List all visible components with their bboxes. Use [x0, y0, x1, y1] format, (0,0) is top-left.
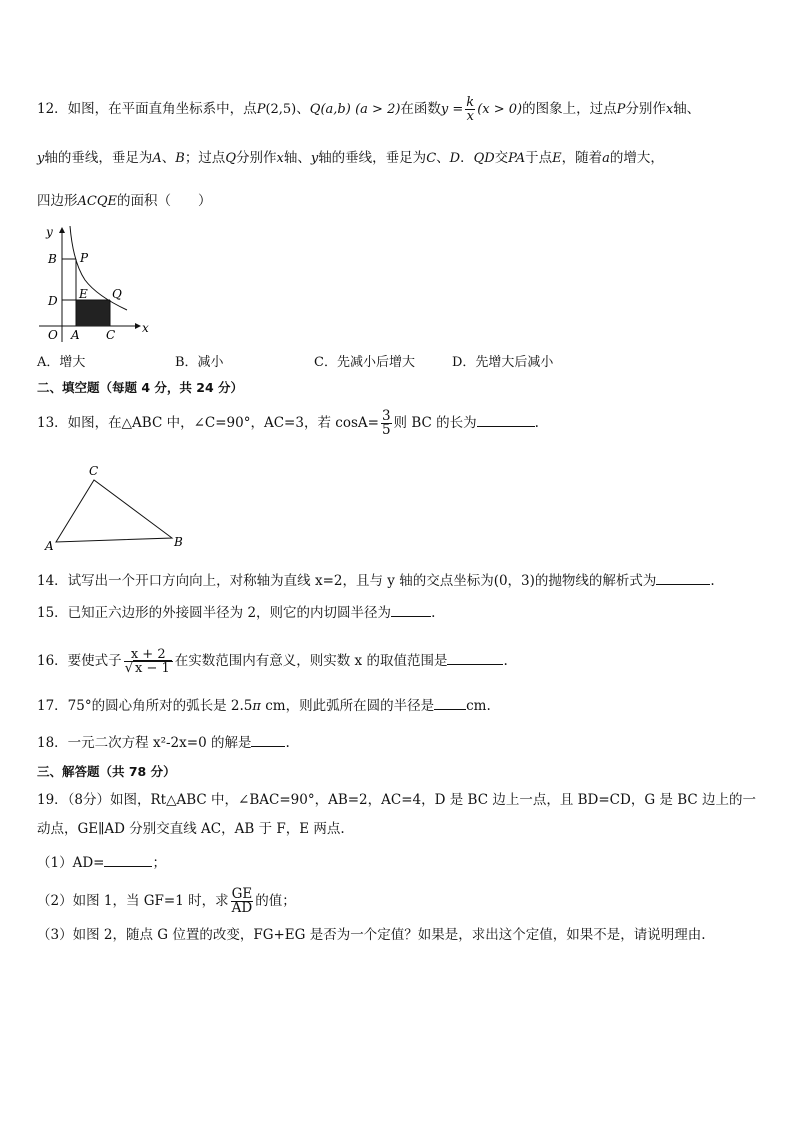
q19-fraction: $\frac{GE}{AD}$: [231, 886, 253, 916]
fig-label-y: y: [46, 225, 53, 239]
shaded-region-acqe: [76, 300, 110, 326]
q17-line: 17．75°的圆心角所对的弧长是 2.5π cm，则此弧所在圆的半径是 cm.: [37, 695, 491, 717]
q14-answer-blank: [656, 570, 710, 585]
q16-answer-blank: [447, 650, 503, 665]
fig-label-o: O: [48, 328, 58, 342]
q19-part-3: （3）如图 2，随点 G 位置的改变，FG+EG 是否为一个定值？如果是，求出这个定值，如果不是，请说明理由.: [37, 927, 706, 943]
q13-fraction: $\frac{3}{5}$: [381, 408, 391, 438]
q13-answer-blank: [477, 412, 535, 427]
fig-label-b: B: [48, 252, 57, 266]
q17-answer-blank: [434, 695, 466, 710]
q12-line-3: 四边形ACQE的面积（ ）: [37, 193, 212, 209]
q14-line: 14．试写出一个开口方向向上，对称轴为直线 x=2，且与 y 轴的交点坐标为(0，3)的抛物线的解析式为 .: [37, 570, 715, 591]
q12-fraction: $\frac{k}{x}$: [466, 95, 475, 124]
q19-answer-blank: [104, 852, 152, 867]
q12-line-2: y轴的垂线，垂足为A、B；过点Q分别作x轴、y轴的垂线，垂足为C、D．QD交PA于点E，随着a的增大，: [37, 150, 664, 166]
q19-line-2: 动点，GE∥AD 分别交直线 AC，AB 于 F，E 两点.: [37, 821, 345, 837]
fig-label-b: B: [174, 535, 183, 549]
fig-label-c: C: [89, 464, 99, 478]
q12-line-1: 12．如图，在平面直角坐标系中，点P(2,5)、Q(a,b) (a > 2)在函数y = $\frac{k}{x}$ (x > 0)的图象上，过点P分别作x轴、: [37, 95, 701, 124]
q16-fraction: $\frac{x + 2}{√ x - 1}$: [124, 648, 173, 675]
triangle-abc: [56, 480, 172, 542]
q13-line: 13．如图，在△ABC 中，∠C=90°，AC=3，若 cosA= $\frac{3}{5}$ 则 BC 的长为 .: [37, 408, 539, 438]
q19-part-1: （1）AD= ；: [37, 852, 166, 873]
fig-label-x: x: [142, 321, 149, 335]
q13-triangle-figure: [40, 462, 200, 554]
q12-option-c: C．先减小后增大: [314, 355, 415, 370]
fig-label-c: C: [106, 328, 116, 342]
q18-answer-blank: [251, 732, 285, 747]
q19-line-1: 19．（8分）如图，Rt△ABC 中，∠BAC=90°，AB=2，AC=4，D 是 BC 边上一点，且 BD=CD，G 是 BC 边上的一: [37, 792, 756, 808]
q15-line: 15．已知正六边形的外接圆半径为 2，则它的内切圆半径为 .: [37, 602, 435, 623]
fig-label-d: D: [48, 294, 58, 308]
fig-label-a: A: [71, 328, 80, 342]
q12-option-b: B．减小: [175, 355, 224, 370]
q16-line: 16．要使式子 $\frac{x + 2}{√ x - 1}$ 在实数范围内有意义，则实数 x 的取值范围是 .: [37, 647, 508, 676]
fig-label-q: Q: [112, 287, 122, 301]
q12-figure: [37, 222, 167, 344]
q18-line: 18．一元二次方程 x²-2x=0 的解是 .: [37, 732, 290, 753]
q15-answer-blank: [391, 602, 431, 617]
fig-label-a: A: [45, 539, 54, 553]
q12-option-d: D．先增大后减小: [452, 355, 554, 370]
section-2-title: 二、填空题（每题 4 分，共 24 分）: [37, 380, 244, 395]
fig-label-p: P: [80, 251, 89, 265]
fig-label-e: E: [79, 287, 88, 301]
q12-option-a: A．增大: [37, 355, 86, 370]
section-3-title: 三、解答题（共 78 分）: [37, 764, 176, 779]
q19-part-2: （2）如图 1，当 GF=1 时，求 $\frac{GE}{AD}$ 的值；: [37, 886, 296, 916]
